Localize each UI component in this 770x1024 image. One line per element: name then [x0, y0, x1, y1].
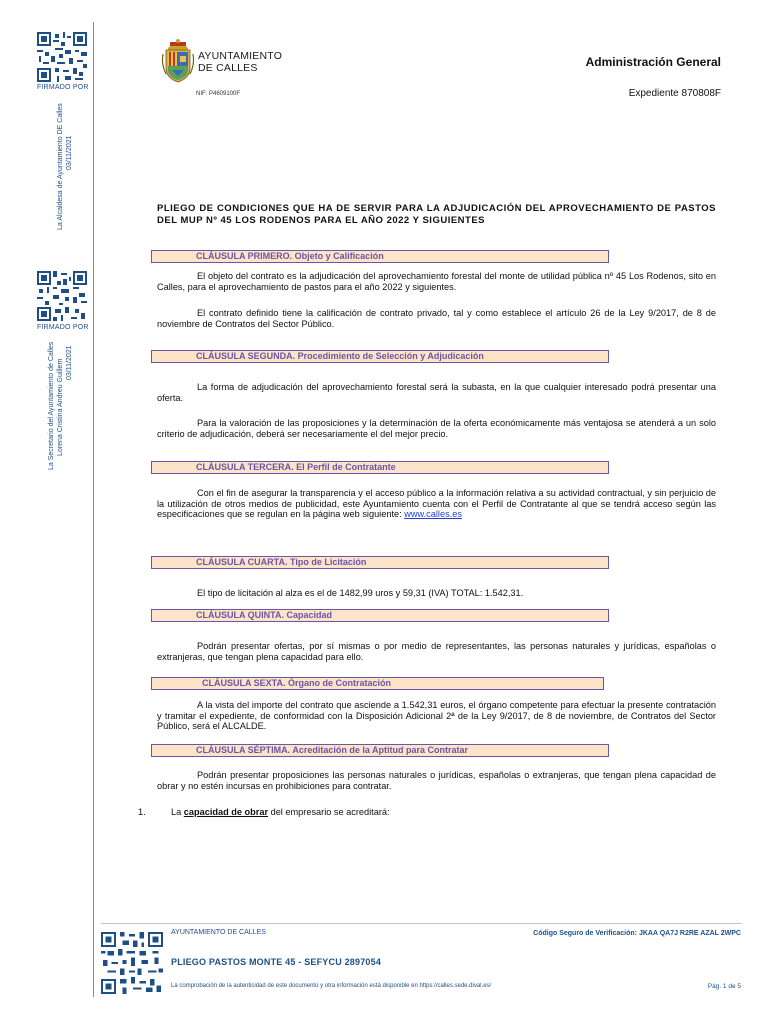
footer-ayuntamiento-name: AYUNTAMIENTO DE CALLES [171, 929, 266, 936]
paragraph: El tipo de licitación al alza es el de 1482,99 uros y 59,31 (IVA) TOTAL: 1.542,31. [197, 588, 524, 598]
clause-heading-sexta: CLÁUSULA SEXTA. Órgano de Contratación [151, 677, 604, 690]
clause-heading-segunda: CLÁUSULA SEGUNDA. Procedimiento de Selección y Adjudicación [151, 350, 609, 363]
ayuntamiento-name [198, 50, 282, 74]
clause-heading-primero: CLÁUSULA PRIMERO. Objeto y Calificación [151, 250, 609, 263]
ayuntamiento-name-line2: DE CALLES [198, 62, 258, 74]
signature-date-2: 03/11/2021 [66, 345, 73, 380]
signer-name-1: La Alcaldesa de Ayuntamiento DE Calles [57, 103, 64, 230]
list-item-bold: capacidad de obrar [183, 807, 269, 817]
list-item-suffix: del empresario se acreditará: [268, 807, 390, 817]
expediente-number: Expediente 870808F [628, 88, 721, 99]
paragraph: Para la valoración de las proposiciones y la determinación de la oferta económicamente más ventajosa se atenderá a un solo criterio de adjudicación, deberá ser necesariamente el del mejor precio. [157, 418, 716, 439]
paragraph: Podrán presentar proposiciones las personas naturales o jurídicas, españolas o extranjeras, que tengan plena capacidad de obrar y no estén incursas en prohibiciones para contratar. [157, 770, 716, 791]
signature-text-2 [47, 342, 74, 470]
paragraph: A la vista del importe del contrato que asciende a 1.542,31 euros, el órgano competente para efectuar la presente contratación y tramitar el expediente, de conformidad con la Disposición Adicional 2ª de la Ley 9/2017, de 8 de noviembre, de Contratos del Sector Público, será el ALCALDE. [157, 700, 716, 732]
footer-authenticity-note: La comprobación de la autenticidad de este documento y otra información está disponible en https://calles.sede.dival.es/ [171, 983, 492, 989]
paragraph: El contrato definido tiene la calificación de contrato privado, tal y como establece el artículo 26 de la Ley 9/2017, de 8 de noviembre de Contratos del Sector Público. [157, 308, 716, 329]
administracion-general-heading: Administración General [585, 55, 721, 69]
footer-qr-code [101, 932, 163, 994]
clause-heading-tercera: CLÁUSULA TERCERA. El Perfil de Contratante [151, 461, 609, 474]
paragraph-text: Con el fin de asegurar la transparencia y el acceso público a la información relativa a su actividad contractual, y sin perjuicio de la utilización de otros medios de publicidad, este Ayuntamiento cuenta con el Perfil de Contratante al que se tendrá acceso según las especificaciones que se regulan en la página web siguiente: [157, 488, 716, 520]
ayuntamiento-crest-logo [160, 38, 196, 84]
document-title: PLIEGO DE CONDICIONES QUE HA DE SERVIR PARA LA ADJUDICACIÓN DEL APROVECHAMIENTO DE PASTOS DEL MUP Nº 45 LOS RODENOS PARA EL AÑO 2022 Y SIGUIENTES [157, 203, 716, 226]
calles-website-link[interactable]: www.calles.es [404, 509, 462, 520]
list-item-prefix: La [171, 807, 184, 817]
footer-divider [101, 923, 742, 924]
signature-date-1: 03/11/2021 [66, 135, 73, 170]
firmado-por-label-2: FIRMADO POR [37, 324, 89, 331]
paragraph: Podrán presentar ofertas, por sí mismas o por medio de representantes, las personas naturales y jurídicas, españolas o extranjeras, que tengan plena capacidad para ello. [157, 641, 716, 662]
ayuntamiento-name-line1: AYUNTAMIENTO [198, 50, 283, 62]
footer-document-reference: PLIEGO PASTOS MONTE 45 - SEFYCU 2897054 [171, 957, 382, 967]
footer-verification-code: Código Seguro de Verificación: JKAA QA7J R2RE AZAL 2WPC [533, 930, 741, 937]
list-item-number: 1. [138, 807, 146, 817]
footer-page-number: Pág. 1 de 5 [707, 983, 741, 990]
list-item [138, 807, 390, 818]
clause-heading-quinta: CLÁUSULA QUINTA. Capacidad [151, 609, 609, 622]
firmado-por-label-1: FIRMADO POR [37, 84, 89, 91]
signature-qr-code-2 [37, 271, 87, 321]
signature-margin-divider [93, 22, 94, 997]
paragraph-perfil-contratante [157, 488, 716, 520]
signature-text-1 [56, 103, 74, 230]
signer-name-2: Lorena Cristina Andreu Guillem [57, 358, 64, 456]
signer-role-2: La Secretario del Ayuntamiento de Calles [48, 341, 55, 470]
clause-heading-septima: CLÁUSULA SÉPTIMA. Acreditación de la Aptitud para Contratar [151, 744, 609, 757]
paragraph: El objeto del contrato es la adjudicación del aprovechamiento forestal del monte de utilidad pública nº 45 Los Rodenos, sito en Calles, para el aprovechamiento de pastos para el año 2022 y siguientes. [157, 271, 716, 292]
nif-number: NIF: P4609100F [196, 91, 241, 97]
paragraph: La forma de adjudicación del aprovechamiento forestal será la subasta, en la que cualquier interesado podrá presentar una oferta. [157, 382, 716, 403]
signature-qr-code-1 [37, 32, 87, 82]
clause-heading-cuarta: CLÁUSULA CUARTA. Tipo de Licitación [151, 556, 609, 569]
